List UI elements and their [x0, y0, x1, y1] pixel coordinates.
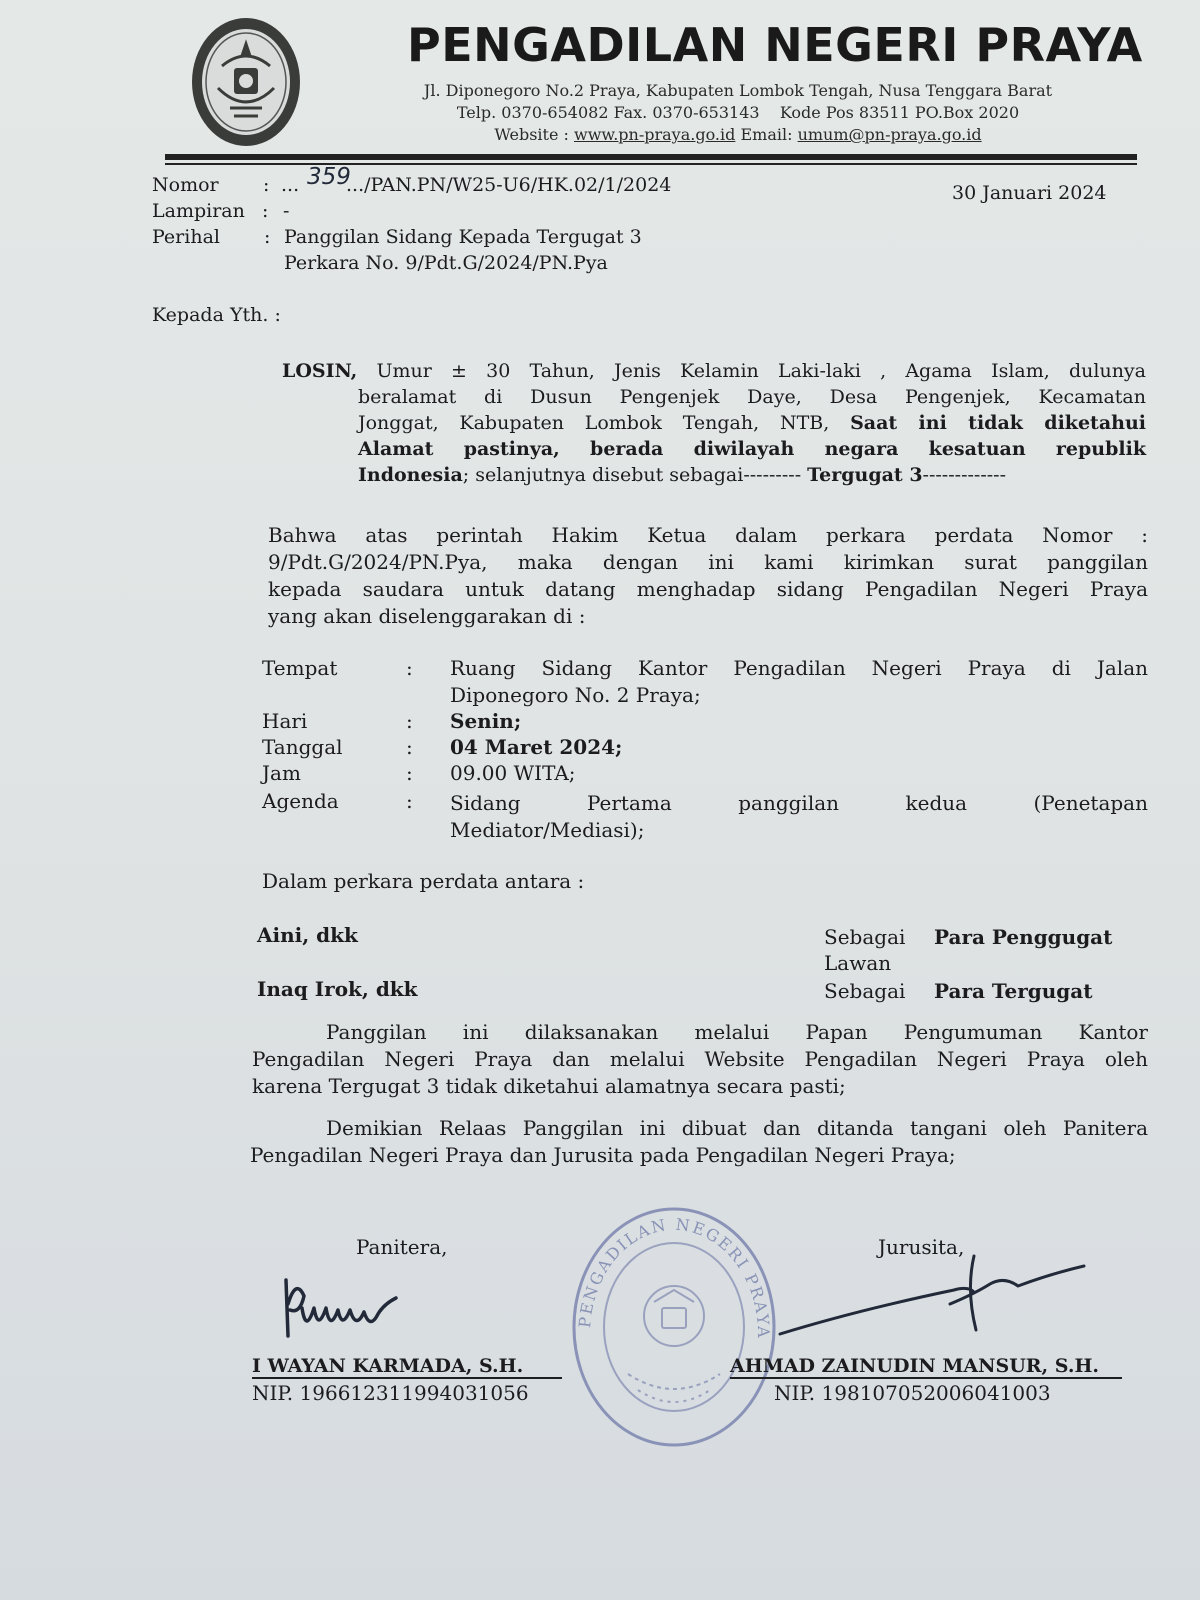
court-emblem-logo: [190, 16, 302, 148]
tempat-colon: :: [406, 656, 413, 680]
agenda-line1: Sidang Pertama panggilan kedua (Penetapan: [450, 791, 1148, 815]
nomor-prefix: ...: [281, 174, 300, 196]
nomor-value: .../PAN.PN/W25-U6/HK.02/1/2024: [346, 174, 672, 196]
recipient-line5-b: ; selanjutnya disebut sebagai---------: [462, 464, 802, 486]
left-handwritten-signature: [278, 1274, 418, 1344]
parties-intro: Dalam perkara perdata antara :: [262, 869, 585, 893]
recipient-name: LOSIN,: [282, 360, 358, 382]
perihal-label: Perihal: [152, 226, 220, 248]
closing-p2-line1: Panggilan ini dilaksanakan melalui Papan Pengumuman Kantor: [326, 1020, 1148, 1044]
agenda-label: Agenda: [262, 789, 339, 813]
lampiran-label: Lampiran: [152, 200, 245, 222]
left-signer-name: I WAYAN KARMADA, S.H.: [252, 1355, 524, 1377]
plaintiff-name: Aini, dkk: [257, 923, 358, 947]
email-label: Email:: [740, 125, 793, 144]
agenda-line2: Mediator/Mediasi);: [450, 818, 645, 842]
hari-value: Senin;: [450, 709, 522, 733]
letter-date: 30 Januari 2024: [952, 182, 1107, 204]
recipient-line4: Alamat pastinya, berada diwilayah negara kesatuan republik: [358, 438, 1146, 460]
office-address: Jl. Diponegoro No.2 Praya, Kabupaten Lombok Tengah, Nusa Tenggara Barat: [423, 81, 1053, 100]
email-link[interactable]: umum@pn-praya.go.id: [797, 125, 982, 144]
tempat-label: Tempat: [262, 656, 338, 680]
agenda-colon: :: [406, 789, 413, 813]
office-name: PENGADILAN NEGERI PRAYA: [407, 18, 1143, 72]
sebagai-defendant: Sebagai: [824, 979, 906, 1003]
tempat-line1: Ruang Sidang Kantor Pengadilan Negeri Praya di Jalan: [450, 656, 1148, 680]
nomor-handwritten: 359: [307, 164, 351, 190]
website-link[interactable]: www.pn-praya.go.id: [574, 125, 736, 144]
right-signer-name: AHMAD ZAINUDIN MANSUR, S.H.: [730, 1355, 1100, 1377]
perihal-line1: Panggilan Sidang Kepada Tergugat 3: [284, 226, 642, 248]
left-signer-title: Panitera,: [356, 1235, 448, 1259]
tempat-line2: Diponegoro No. 2 Praya;: [450, 683, 701, 707]
lampiran-value: -: [283, 200, 290, 222]
body-p1-line2: 9/Pdt.G/2024/PN.Pya, maka dengan ini kami kirimkan surat panggilan: [268, 550, 1148, 574]
tanggal-value: 04 Maret 2024;: [450, 735, 623, 759]
defendant-role: Para Tergugat: [934, 979, 1093, 1003]
right-signer-title: Jurusita,: [878, 1235, 965, 1259]
website-label: Website :: [494, 125, 569, 144]
lawan-label: Lawan: [824, 951, 892, 975]
recipient-line5-c: Tergugat 3: [807, 464, 923, 486]
right-handwritten-signature: [778, 1250, 1090, 1340]
recipient-line2: beralamat di Dusun Pengenjek Daye, Desa Pengenjek, Kecamatan: [358, 386, 1146, 408]
recipient-line3-b: Saat ini tidak diketahui: [850, 412, 1146, 434]
kepada-yth: Kepada Yth. :: [152, 304, 281, 326]
recipient-line3: [358, 410, 1146, 436]
recipient-line1: [282, 358, 1146, 384]
office-phone-postal: [378, 102, 1098, 124]
body-p1-line3: kepada saudara untuk datang menghadap sidang Pengadilan Negeri Praya: [268, 577, 1148, 601]
body-p1-line1: Bahwa atas perintah Hakim Ketua dalam perkara perdata Nomor :: [268, 523, 1148, 547]
hari-label: Hari: [262, 709, 308, 733]
closing-p2-line3: karena Tergugat 3 tidak diketahui alamatnya secara pasti;: [252, 1074, 846, 1098]
closing-p2-line2: Pengadilan Negeri Praya dan melalui Website Pengadilan Negeri Praya oleh: [252, 1047, 1148, 1071]
body-p1-line4: yang akan diselenggarakan di :: [268, 604, 586, 628]
court-seal-stamp: [568, 1204, 780, 1450]
stamp-text: PENGADILAN NEGERI PRAYA: [575, 1214, 774, 1340]
sebagai-plaintiff: Sebagai: [824, 925, 906, 949]
defendant-name: Inaq Irok, dkk: [257, 977, 418, 1001]
office-postal: Kode Pos 83511 PO.Box 2020: [779, 103, 1020, 122]
recipient-line3-a: Jonggat, Kabupaten Lombok Tengah, NTB,: [358, 412, 830, 434]
office-web-email: [378, 124, 1098, 146]
header-rule-thick: [165, 154, 1137, 160]
jam-value: 09.00 WITA;: [450, 761, 576, 785]
recipient-line5-a: Indonesia: [358, 464, 463, 486]
tanggal-label: Tanggal: [262, 735, 343, 759]
office-phone: Telp. 0370-654082 Fax. 0370-653143: [456, 103, 760, 122]
plaintiff-role: Para Penggugat: [934, 925, 1113, 949]
perihal-colon: :: [264, 226, 271, 248]
right-signer-underline: [730, 1377, 1122, 1379]
closing-p3-line2: Pengadilan Negeri Praya dan Jurusita pada Pengadilan Negeri Praya;: [250, 1143, 956, 1167]
right-signer-nip: NIP. 198107052006041003: [774, 1381, 1051, 1405]
nomor-label: Nomor: [152, 174, 219, 196]
hari-colon: :: [406, 709, 413, 733]
recipient-line1-text: Umur ± 30 Tahun, Jenis Kelamin Laki-laki , Agama Islam, dulunya: [376, 360, 1146, 382]
recipient-line5-d: -------------: [922, 464, 1007, 486]
tanggal-colon: :: [406, 735, 413, 759]
left-signer-nip: NIP. 196612311994031056: [252, 1381, 529, 1405]
closing-p3-line1: Demikian Relaas Panggilan ini dibuat dan ditanda tangani oleh Panitera: [326, 1116, 1148, 1140]
perihal-line2: Perkara No. 9/Pdt.G/2024/PN.Pya: [284, 252, 608, 274]
recipient-line5: [358, 462, 1158, 488]
jam-label: Jam: [262, 761, 301, 785]
nomor-colon: :: [263, 174, 270, 196]
jam-colon: :: [406, 761, 413, 785]
lampiran-colon: :: [262, 200, 269, 222]
left-signer-underline: [252, 1377, 562, 1379]
